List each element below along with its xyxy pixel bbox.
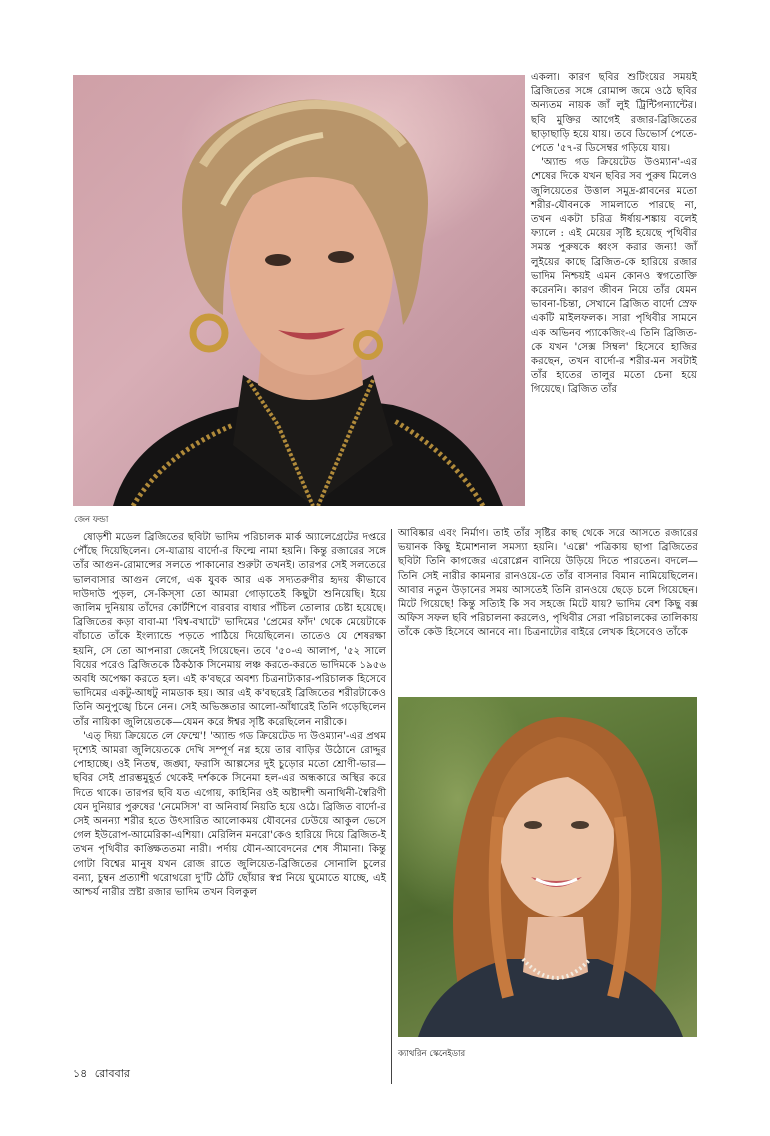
catherine-schneider-caption: ক্যাথরিন স্কেনেইডার <box>398 1049 466 1059</box>
jane-fonda-illustration <box>73 75 525 506</box>
paragraph: আবিষ্কার এবং নির্মাণ। তাই তাঁর সৃষ্টির কাছ থেকে সরে আসতে রজারের ভয়ানক কিছু ইমোশনাল সমস্যা হয়নি। 'এল্লে' পত্রিকায় ছাপা ব্রিজিতের ছবিটা তিনি কাগজের এরোপ্লেন বানিয়ে উড়িয়ে দিতে পারতেন। বদলে—তিনি সেই নারীর কামনার রানওয়ে-তে তাঁর বাসনার বিমান নামিয়েছিলেন। আবার নতুন উড়ানের সময় আসতেই তিনি রানওয়ে ছেড়ে চলে গিয়েছেন। মিটে গিয়েছে! কিন্তু সত্যিই কি সব সহজে মিটে যায়? ভাদিম বেশ কিছু বক্স অফিস সফল ছবি পরিচালনা করলেও, পৃথিবীর সেরা পরিচালকের তালিকায় তাঁকে কেউ হিসেবে আনবে না। চিত্রনাট্যের বাইরে লেখক হিসেবেও তাঁকে <box>398 528 698 639</box>
paragraph: একলা। কারণ ছবির শুটিংয়ের সময়ই ব্রিজিতের সঙ্গে রোমান্স জমে ওঠে ছবির অন্যতম নায়ক জাঁ লুই ট্রিন্টিগন্যান্টের। ছবি মুক্তির আগেই রজার-ব্রিজিতের ছাড়াছাড়ি হয়ে যায়। তবে ডিভোর্স পেতে-পেতে '৫৭-র ডিসেম্বর গড়িয়ে যায়। <box>531 72 697 155</box>
paragraph: 'অ্যান্ড গড ক্রিয়েটেড উওম্যান'-এর শেষের দিকে যখন ছবির সব পুরুষ মিলেও জুলিয়েতের উত্তাল সমুদ্র-প্লাবনের মতো শরীর-যৌবনকে সামলাতে পারছে না, তখন একটা চরিত্র ঈর্ষায়-শঙ্কায় বলেই ফ্যালে : এই মেয়ের সৃষ্টি হয়েছে পৃথিবীর সমস্ত পুরুষকে ধ্বংস করার জন্য! জাঁ লুইয়ের কাছে ব্রিজিত-কে হারিয়ে রজার ভাদিম নিশ্চয়ই এমন কোনও স্বগতোক্তি করেননি। কারণ জীবন নিয়ে তাঁর যেমন ভাবনা-চিন্তা, সেখানে ব্রিজিত বার্দো স্রেফ একটি মাইলফলক। সারা পৃথিবীর সামনে এক অভিনব প্যাকেজিং-এ তিনি ব্রিজিত-কে যখন 'সেক্স সিম্বল' হিসেবে হাজির করছেন, তখন বার্দো-র শরীর-মন সবটাই তাঁর হাতের তালুর মতো চেনা হয়ে গিয়েছে। ব্রিজিত তাঁর <box>531 157 697 396</box>
page-number: ১৪ <box>73 1067 88 1080</box>
jane-fonda-caption: জেন ফন্ডা <box>74 515 109 525</box>
article-column-right-top <box>531 71 697 398</box>
catherine-schneider-photo <box>398 697 697 1037</box>
paragraph: 'এত্ দিয়্য ক্রিয়েতে লে ফেম্মে'! 'অ্যান্ড গড ক্রিয়েটেড দ্য উওম্যান'-এর প্রথম দৃশ্যেই আমরা জুলিয়েতকে দেখি সম্পূর্ণ নগ্ন হয়ে তার বাড়ির উঠোনে রোদ্দুর পোহাচ্ছে। ওই নিতম্ব, জঙ্ঘা, ফরাসি আল্পসের দুই চুড়োর মতো শ্রোণী-ভার—ছবির সেই প্রারম্ভমুহূর্ত থেকেই দর্শককে সিনেমা হল-এর অন্ধকারে অস্থির করে দিতে থাকে। তারপর ছবি যত এগোয়, কাহিনির ওই অষ্টাদশী অনাথিনী-স্বৈরিণী যেন দুনিয়ার পুরুষের 'নেমেসিস' বা অনিবার্য নিয়তি হয়ে ওঠে। ব্রিজিত বার্দো-র সেই অনন্যা শরীর হতে উৎসারিত আলোকময় যৌবনের ঢেউয়ে আকুল ভেসে গেল ইউরোপ-আমেরিকা-এশিয়া। মেরিলিন মনরো'কেও হারিয়ে দিয়ে ব্রিজিত-ই তখন পৃথিবীর কাঙ্ক্ষিততমা নারী। পর্দায় যৌন-আবেদনের শেষ সীমানা। কিন্তু গোটা বিশ্বের মানুষ যখন রোজ রাতে জুলিয়েত-ব্রিজিতের সোনালি চুলের বন্যা, চুম্বন প্রত্যাশী থরোথরো দু'টি ঠোঁট ছোঁয়ার স্বপ্ন নিয়ে ঘুমোতে যাচ্ছে, এই আশ্চর্য নারীর স্রষ্টা রজার ভাদিম তখন বিলকুল <box>73 730 386 899</box>
jane-fonda-photo <box>73 75 525 506</box>
page-footer <box>73 1065 134 1084</box>
article-column-right-mid <box>398 527 698 641</box>
paragraph: ষোড়শী মডেল ব্রিজিতের ছবিটা ভাদিম পরিচালক মার্ক অ্যালেগ্রেটের দপ্তরে পৌঁছে দিয়েছিলেন। সে-যাত্রায় বার্দো-র ফিল্মে নামা হয়নি। কিন্তু রজারের সঙ্গে তাঁর আগুন-রোমান্সের সলতে পাকানোর শুরুটা তখনই। তারপর সেই সলতেরে ভালবাসার আগুন লেগে, এক যুবক আর এক সদ্যতরুণীর হৃদয় কীভাবে দাউদাউ পুড়ল, সে-কিস্সা তো আমরা গোড়াতেই কিছুটা শুনিয়েছি। ইয়ে জালিম দুনিয়ায় তাঁদের কোর্টশিপে বারবার বাধার পাঁচিল তোলার চেষ্টা হয়েছে। ব্রিজিতের কড়া বাবা-মা 'বিশ্ব-বখাটে' ভাদিমের 'প্রেমের ফাঁদ' থেকে মেয়েটাকে বাঁচাতে তাঁকে ইংল্যান্ডে পড়তে পাঠিয়ে দিয়েছিলেন। তাতেও যে শেষরক্ষা হয়নি, সে তো আপনারা জেনেই গিয়েছেন। তবে '৫০-এ আলাপ, '৫২ সালে বিয়ের পরেও ব্রিজিতকে ঠিকঠাক সিনেমায় লঞ্চ করতে-করতে ভাদিমকে ১৯৫৬ অবধি অপেক্ষা করতে হল। এই ক'বছরে অবশ্য চিত্রনাট্যকার-পরিচালক হিসেবে ভাদিমের একটু-আধটু নামডাক হয়। আর এই ক'বছরেই ব্রিজিতের শরীরটাকেও তিনি অনুপুঙ্খে চিনে নেন। সেই অভিজ্ঞতার আলো-আঁধারেই তিনি গড়েছিলেন তাঁর নায়িকা জুলিয়েতকে—যেমন করে ঈশ্বর সৃষ্টি করেছিলেন নারীকে। <box>73 532 386 728</box>
catherine-schneider-illustration <box>398 697 697 1037</box>
magazine-name: রোববার <box>94 1067 130 1080</box>
article-column-left <box>73 531 386 900</box>
column-divider <box>391 529 392 1084</box>
